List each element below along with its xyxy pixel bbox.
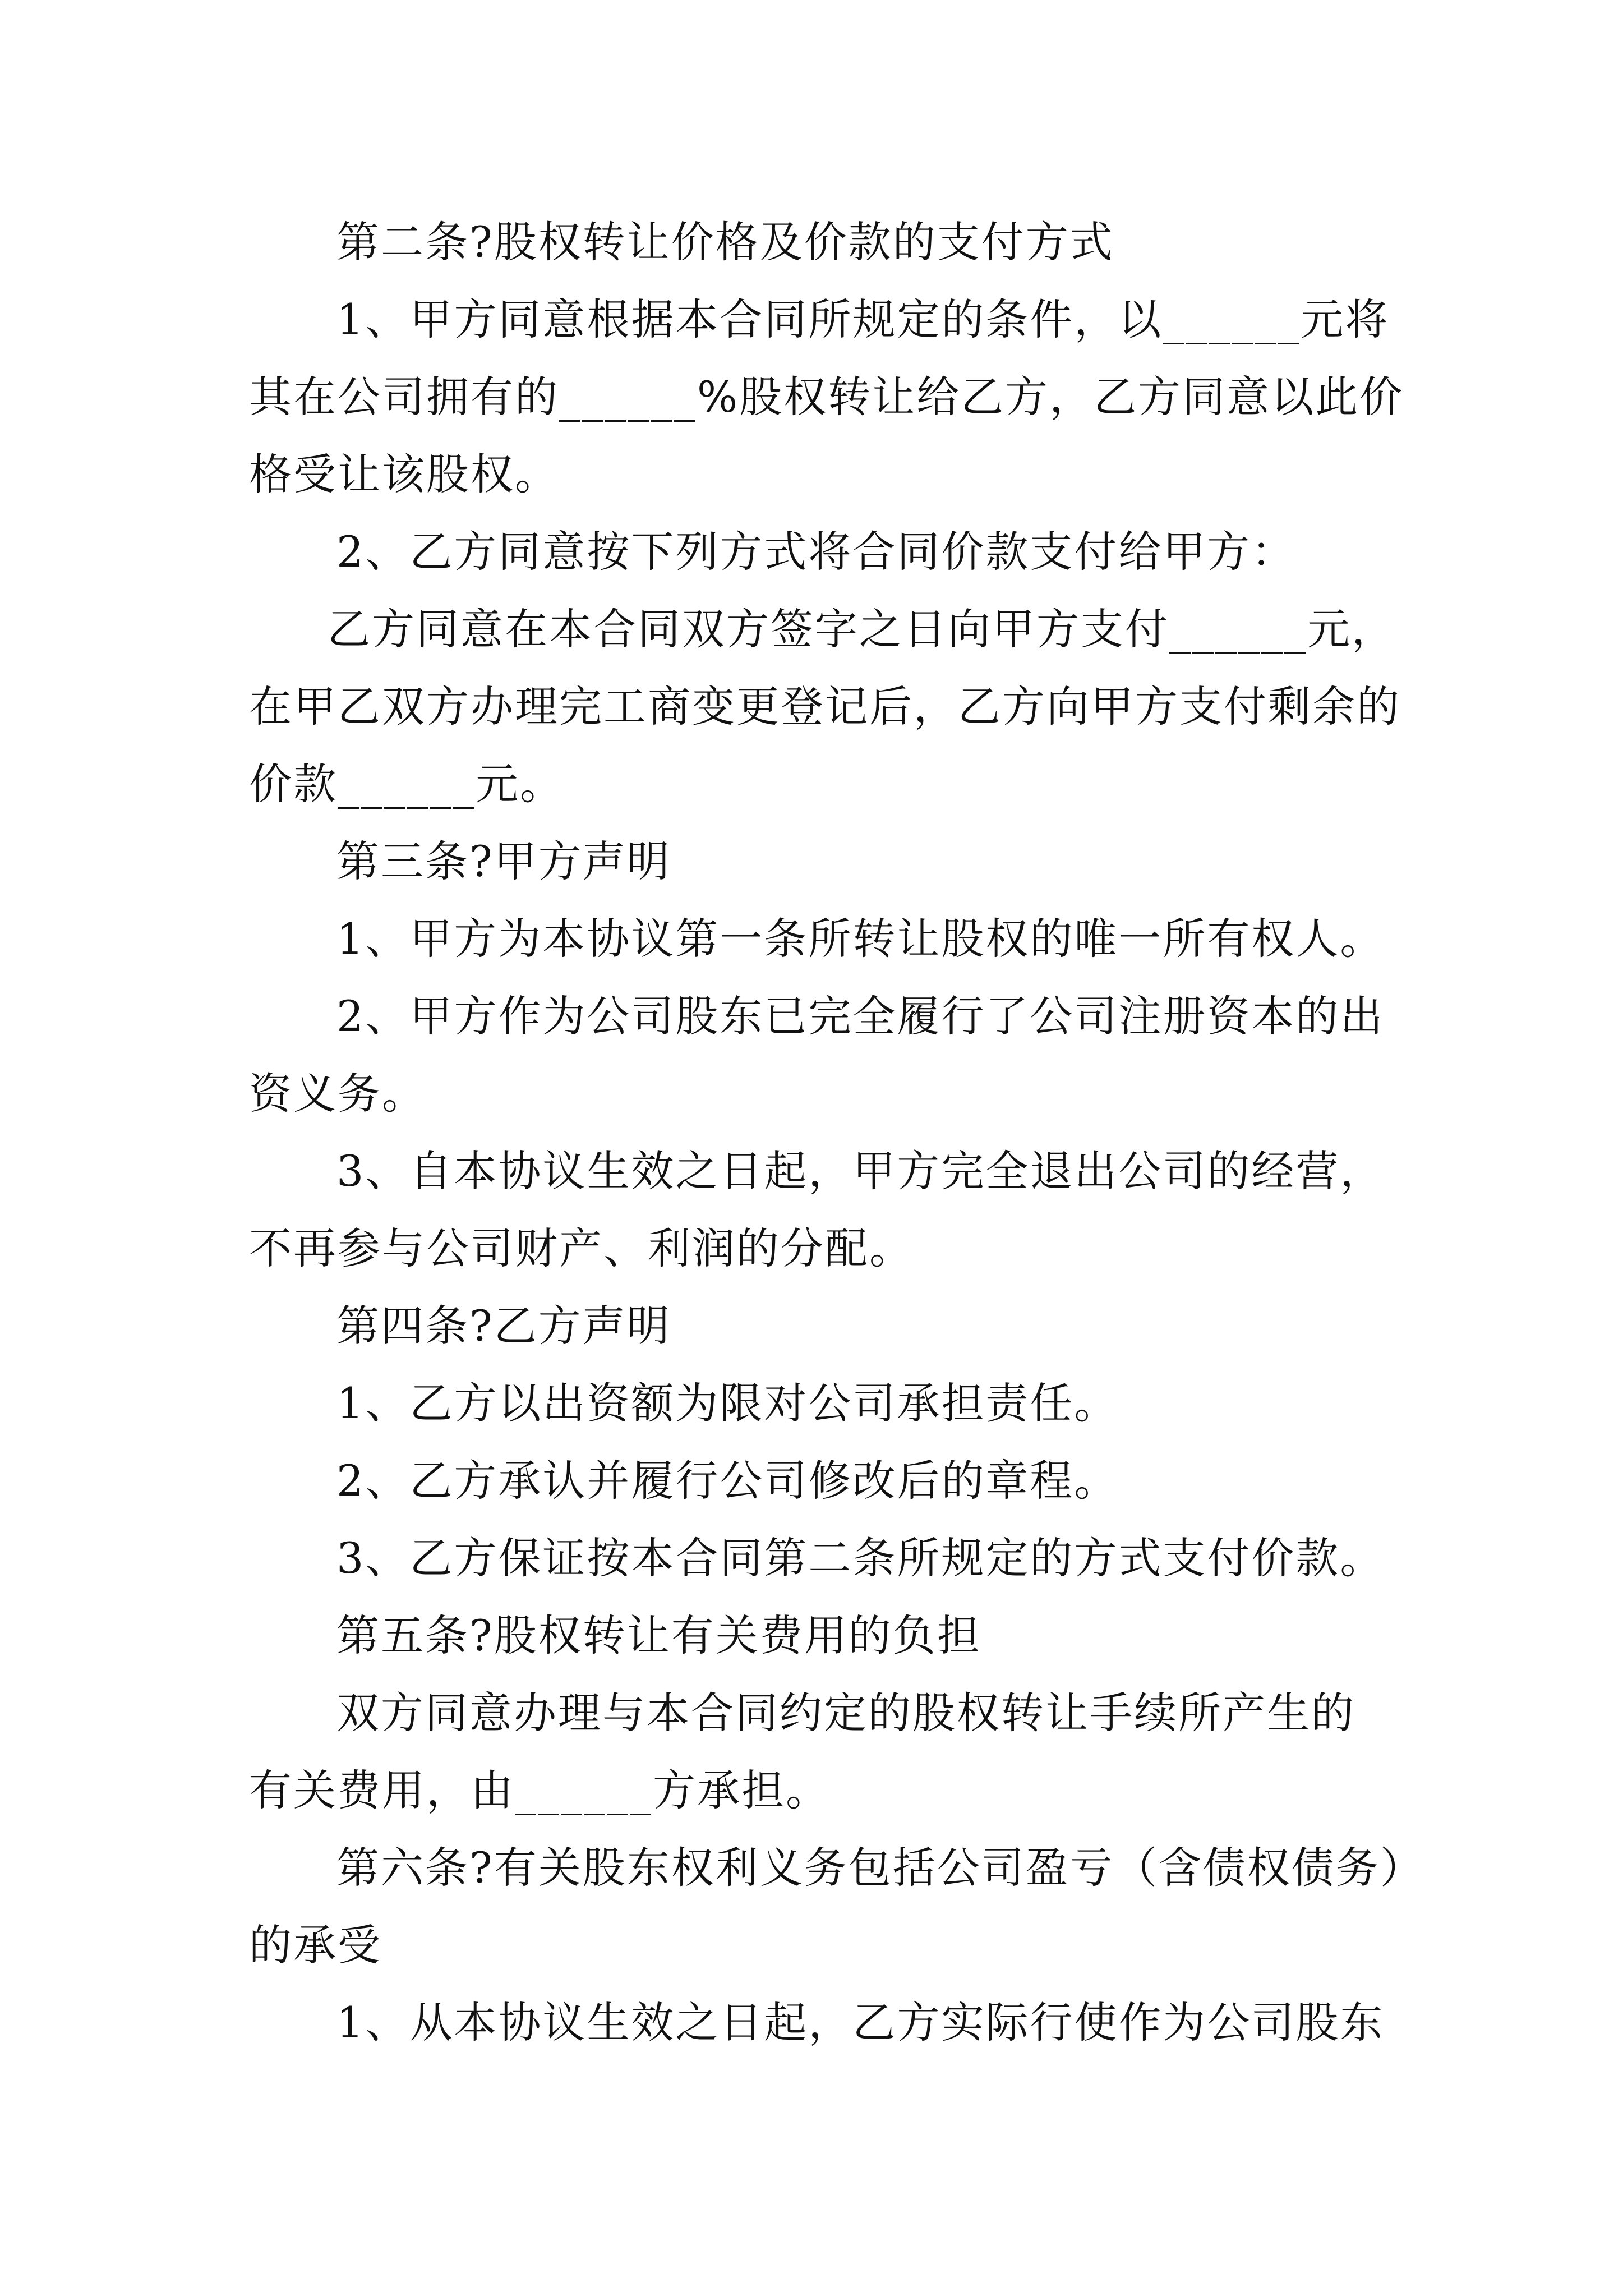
article-6-heading: 第六条?有关股东权利义务包括公司盈亏（含债权债务） [336, 1843, 1424, 1893]
article-5-body: 双方同意办理与本合同约定的股权转让手续所产生的 [336, 1688, 1355, 1738]
article-2-payment-cont: 在甲乙双方办理完工商变更登记后，乙方向甲方支付剩余的 [249, 682, 1401, 731]
article-2-clause-1: 1、甲方同意根据本合同所规定的条件，以______元将 [336, 295, 1390, 344]
article-3-clause-3-cont: 不再参与公司财产、利润的分配。 [249, 1223, 914, 1273]
article-4-heading: 第四条?乙方声明 [336, 1301, 671, 1351]
article-2-heading: 第二条?股权转让价格及价款的支付方式 [336, 217, 1114, 267]
article-3-clause-3: 3、自本协议生效之日起，甲方完全退出公司的经营， [336, 1146, 1385, 1196]
article-2-payment: 乙方同意在本合同双方签字之日向甲方支付______元， [328, 604, 1396, 654]
article-3-clause-2-cont: 资义务。 [249, 1069, 426, 1119]
article-2-payment-end: 价款______元。 [249, 759, 564, 809]
article-6-heading-cont: 的承受 [249, 1920, 382, 1970]
article-4-clause-1: 1、乙方以出资额为限对公司承担责任。 [336, 1378, 1119, 1428]
article-4-clause-2: 2、乙方承认并履行公司修改后的章程。 [336, 1456, 1119, 1506]
article-6-clause-1: 1、从本协议生效之日起，乙方实际行使作为公司股东 [336, 1998, 1385, 2047]
article-2-clause-2: 2、乙方同意按下列方式将合同价款支付给甲方： [336, 527, 1296, 577]
article-2-clause-1-end: 格受让该股权。 [249, 449, 559, 499]
article-2-clause-1-cont: 其在公司拥有的______%股权转让给乙方，乙方同意以此价 [249, 372, 1404, 422]
article-3-heading: 第三条?甲方声明 [336, 836, 671, 886]
article-5-heading: 第五条?股权转让有关费用的负担 [336, 1611, 981, 1660]
article-3-clause-1: 1、甲方为本协议第一条所转让股权的唯一所有权人。 [336, 914, 1385, 964]
article-5-body-cont: 有关费用，由______方承担。 [249, 1765, 830, 1815]
article-3-clause-2: 2、甲方作为公司股东已完全履行了公司注册资本的出 [336, 991, 1385, 1041]
article-4-clause-3: 3、乙方保证按本合同第二条所规定的方式支付价款。 [336, 1533, 1385, 1583]
